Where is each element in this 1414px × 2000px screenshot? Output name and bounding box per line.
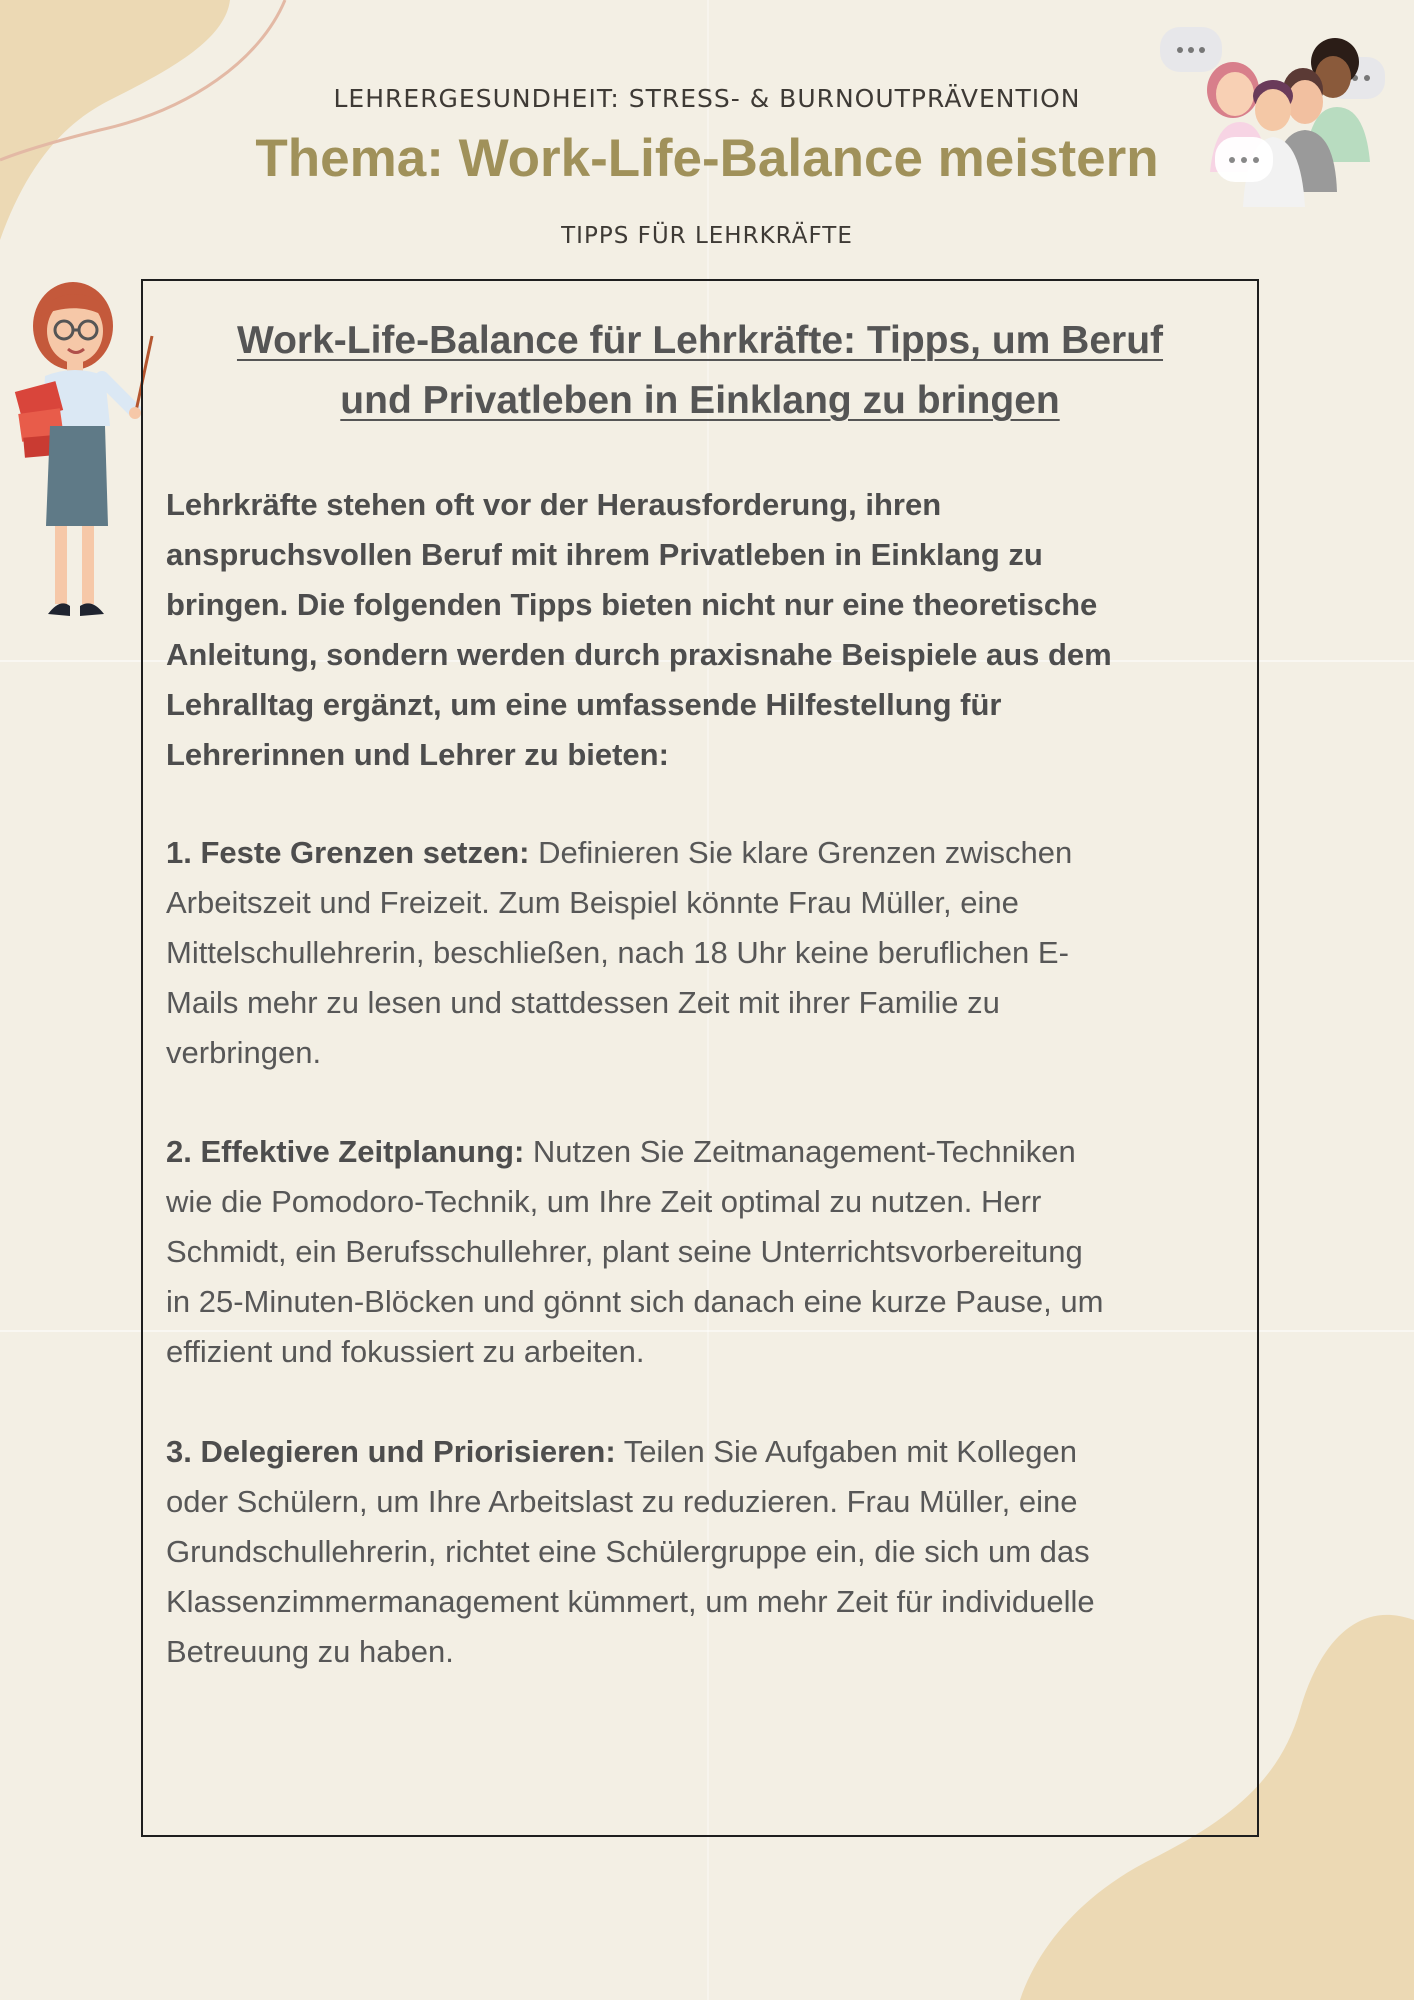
intro-paragraph	[166, 480, 1236, 780]
tip-line: oder Schülern, um Ihre Arbeitslast zu reduzieren. Frau Müller, eine	[166, 1484, 1078, 1519]
tip-line: Betreuung zu haben.	[166, 1634, 454, 1669]
tip-text: Nutzen Sie Zeitmanagement-Techniken	[524, 1134, 1076, 1169]
tip-line: wie die Pomodoro-Technik, um Ihre Zeit optimal zu nutzen. Herr	[166, 1184, 1042, 1219]
tip-line: Klassenzimmermanagement kümmert, um mehr Zeit für individuelle	[166, 1584, 1095, 1619]
tip-paragraph-1	[166, 828, 1236, 1078]
page-title: Thema: Work-Life-Balance meistern	[255, 129, 1159, 188]
tip-line	[166, 828, 1236, 878]
teacher-illustration	[10, 276, 155, 626]
tip-paragraph-2	[166, 1127, 1236, 1377]
tip-line: Schmidt, ein Berufsschullehrer, plant seine Unterrichtsvorbereitung	[166, 1234, 1083, 1269]
tip-label: 2. Effektive Zeitplanung:	[166, 1134, 525, 1169]
tip-label: 1. Feste Grenzen setzen:	[166, 835, 530, 870]
article-heading-line: Work-Life-Balance für Lehrkräfte: Tipps, um Beruf	[236, 319, 1164, 362]
page-subtitle: TIPPS FÜR LEHRKRÄFTE	[561, 223, 853, 249]
tip-line: Arbeitszeit und Freizeit. Zum Beispiel könnte Frau Müller, eine	[166, 885, 1019, 920]
discussion-group-illustration	[1155, 22, 1395, 212]
intro-line: anspruchsvollen Beruf mit ihrem Privatleben in Einklang zu	[166, 537, 1043, 572]
tip-line	[166, 1127, 1236, 1177]
article-heading-line: und Privatleben in Einklang zu bringen	[340, 379, 1060, 422]
intro-line: Lehrkräfte stehen oft vor der Herausforderung, ihren	[166, 487, 942, 522]
intro-line: Anleitung, sondern werden durch praxisnahe Beispiele aus dem	[166, 637, 1112, 672]
tip-line: Mittelschullehrerin, beschließen, nach 18 Uhr keine beruflichen E-	[166, 935, 1069, 970]
intro-line: Lehralltag ergänzt, um eine umfassende Hilfestellung für	[166, 687, 1002, 722]
tip-line: Mails mehr zu lesen und stattdessen Zeit mit ihrer Familie zu	[166, 985, 1000, 1020]
tip-line: in 25-Minuten-Blöcken und gönnt sich danach eine kurze Pause, um	[166, 1284, 1104, 1319]
intro-line: bringen. Die folgenden Tipps bieten nicht nur eine theoretische	[166, 587, 1098, 622]
tip-line: Grundschullehrerin, richtet eine Schülergruppe ein, die sich um das	[166, 1534, 1090, 1569]
kicker-text: LEHRERGESUNDHEIT: STRESS- & BURNOUTPRÄVENTION	[333, 84, 1081, 113]
tip-line: effizient und fokussiert zu arbeiten.	[166, 1334, 645, 1369]
intro-line: Lehrerinnen und Lehrer zu bieten:	[166, 737, 669, 772]
tip-line: verbringen.	[166, 1035, 322, 1070]
tip-text: Teilen Sie Aufgaben mit Kollegen	[615, 1434, 1077, 1469]
tip-text: Definieren Sie klare Grenzen zwischen	[529, 835, 1073, 870]
tip-paragraph-3	[166, 1427, 1236, 1677]
tip-line	[166, 1427, 1236, 1477]
article-heading	[143, 311, 1257, 431]
article-box	[141, 279, 1259, 1837]
tip-label: 3. Delegieren und Priorisieren:	[166, 1434, 616, 1469]
